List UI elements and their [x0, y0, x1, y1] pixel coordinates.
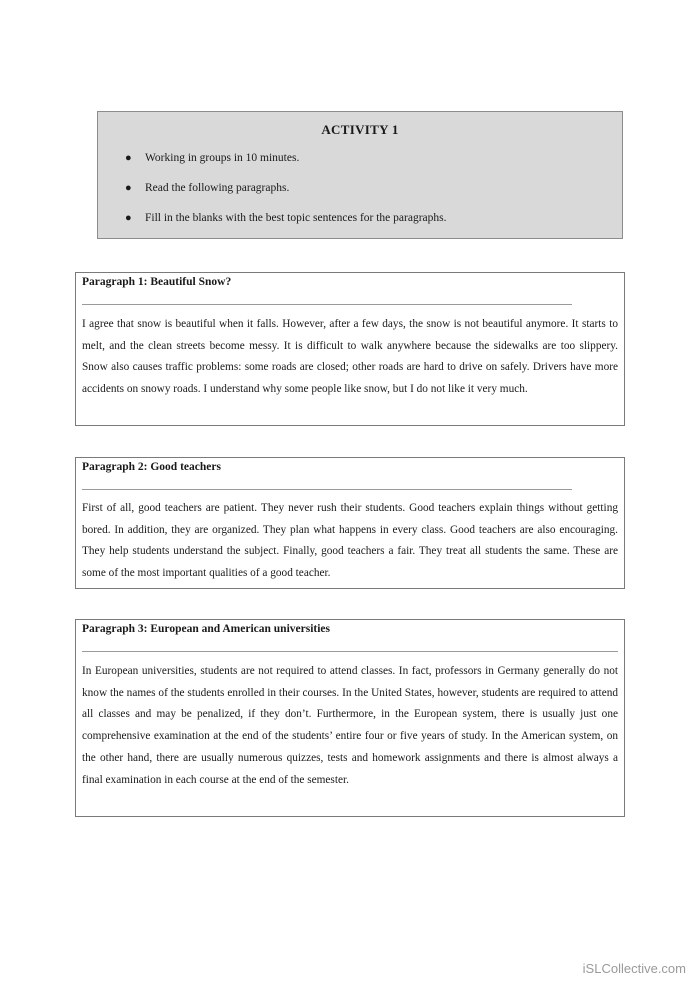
- topic-sentence-blank[interactable]: [82, 304, 572, 305]
- site-watermark: iSLCollective.com: [582, 961, 686, 976]
- instruction-item: [125, 182, 290, 194]
- instruction-text: Working in groups in 10 minutes.: [145, 152, 300, 164]
- instruction-item: [125, 212, 447, 224]
- instruction-item: [125, 152, 300, 164]
- paragraph-title: Paragraph 2: Good teachers: [82, 461, 221, 473]
- bullet-icon: ●: [125, 182, 132, 194]
- topic-sentence-blank[interactable]: [82, 651, 618, 652]
- paragraph-text: First of all, good teachers are patient. They never rush their students. Good teachers explain things without getting bored. In addition, they are organized. They plan what happens in every class. Good teachers are also encouraging. They help students understand the subject. Finally, good teachers a fair. They treat all students the same. These are some of the most important qualities of a good teacher.: [82, 502, 618, 580]
- paragraph-box-1: [75, 272, 625, 426]
- paragraph-box-3: [75, 619, 625, 817]
- paragraph-text: In European universities, students are not required to attend classes. In fact, professors in Germany generally do not know the names of the students enrolled in their courses. In the United States, however, students are required to attend all classes and may be penalized, if they don’t. Furthermore, in the European system, there is usually just one comprehensive examination at the end of the students’ entire four or five years of study. In the American system, on the other hand, there are usually numerous quizzes, tests and homework assignments and there is almost always a final examination in each course at the end of the semester.: [82, 665, 618, 786]
- bullet-icon: ●: [125, 212, 132, 224]
- paragraph-box-2: [75, 457, 625, 589]
- paragraph-title: Paragraph 3: European and American universities: [82, 623, 331, 635]
- bullet-icon: ●: [125, 152, 132, 164]
- topic-sentence-blank[interactable]: [82, 489, 572, 490]
- instruction-text: Read the following paragraphs.: [145, 182, 290, 194]
- paragraph-title: Paragraph 1: Beautiful Snow?: [82, 276, 232, 288]
- activity-box: [97, 111, 623, 239]
- activity-title: ACTIVITY 1: [321, 122, 399, 137]
- paragraph-text: I agree that snow is beautiful when it falls. However, after a few days, the snow is not beautiful anymore. It starts to melt, and the clean streets become messy. It is difficult to walk anywhere because the sidewalks are too slippery. Snow also causes traffic problems: some roads are closed; other roads are hard to drive on safely. Drivers have more accidents on snowy roads. I understand why some people like snow, but I do not like it very much.: [82, 318, 618, 396]
- instruction-text: Fill in the blanks with the best topic sentences for the paragraphs.: [145, 212, 447, 224]
